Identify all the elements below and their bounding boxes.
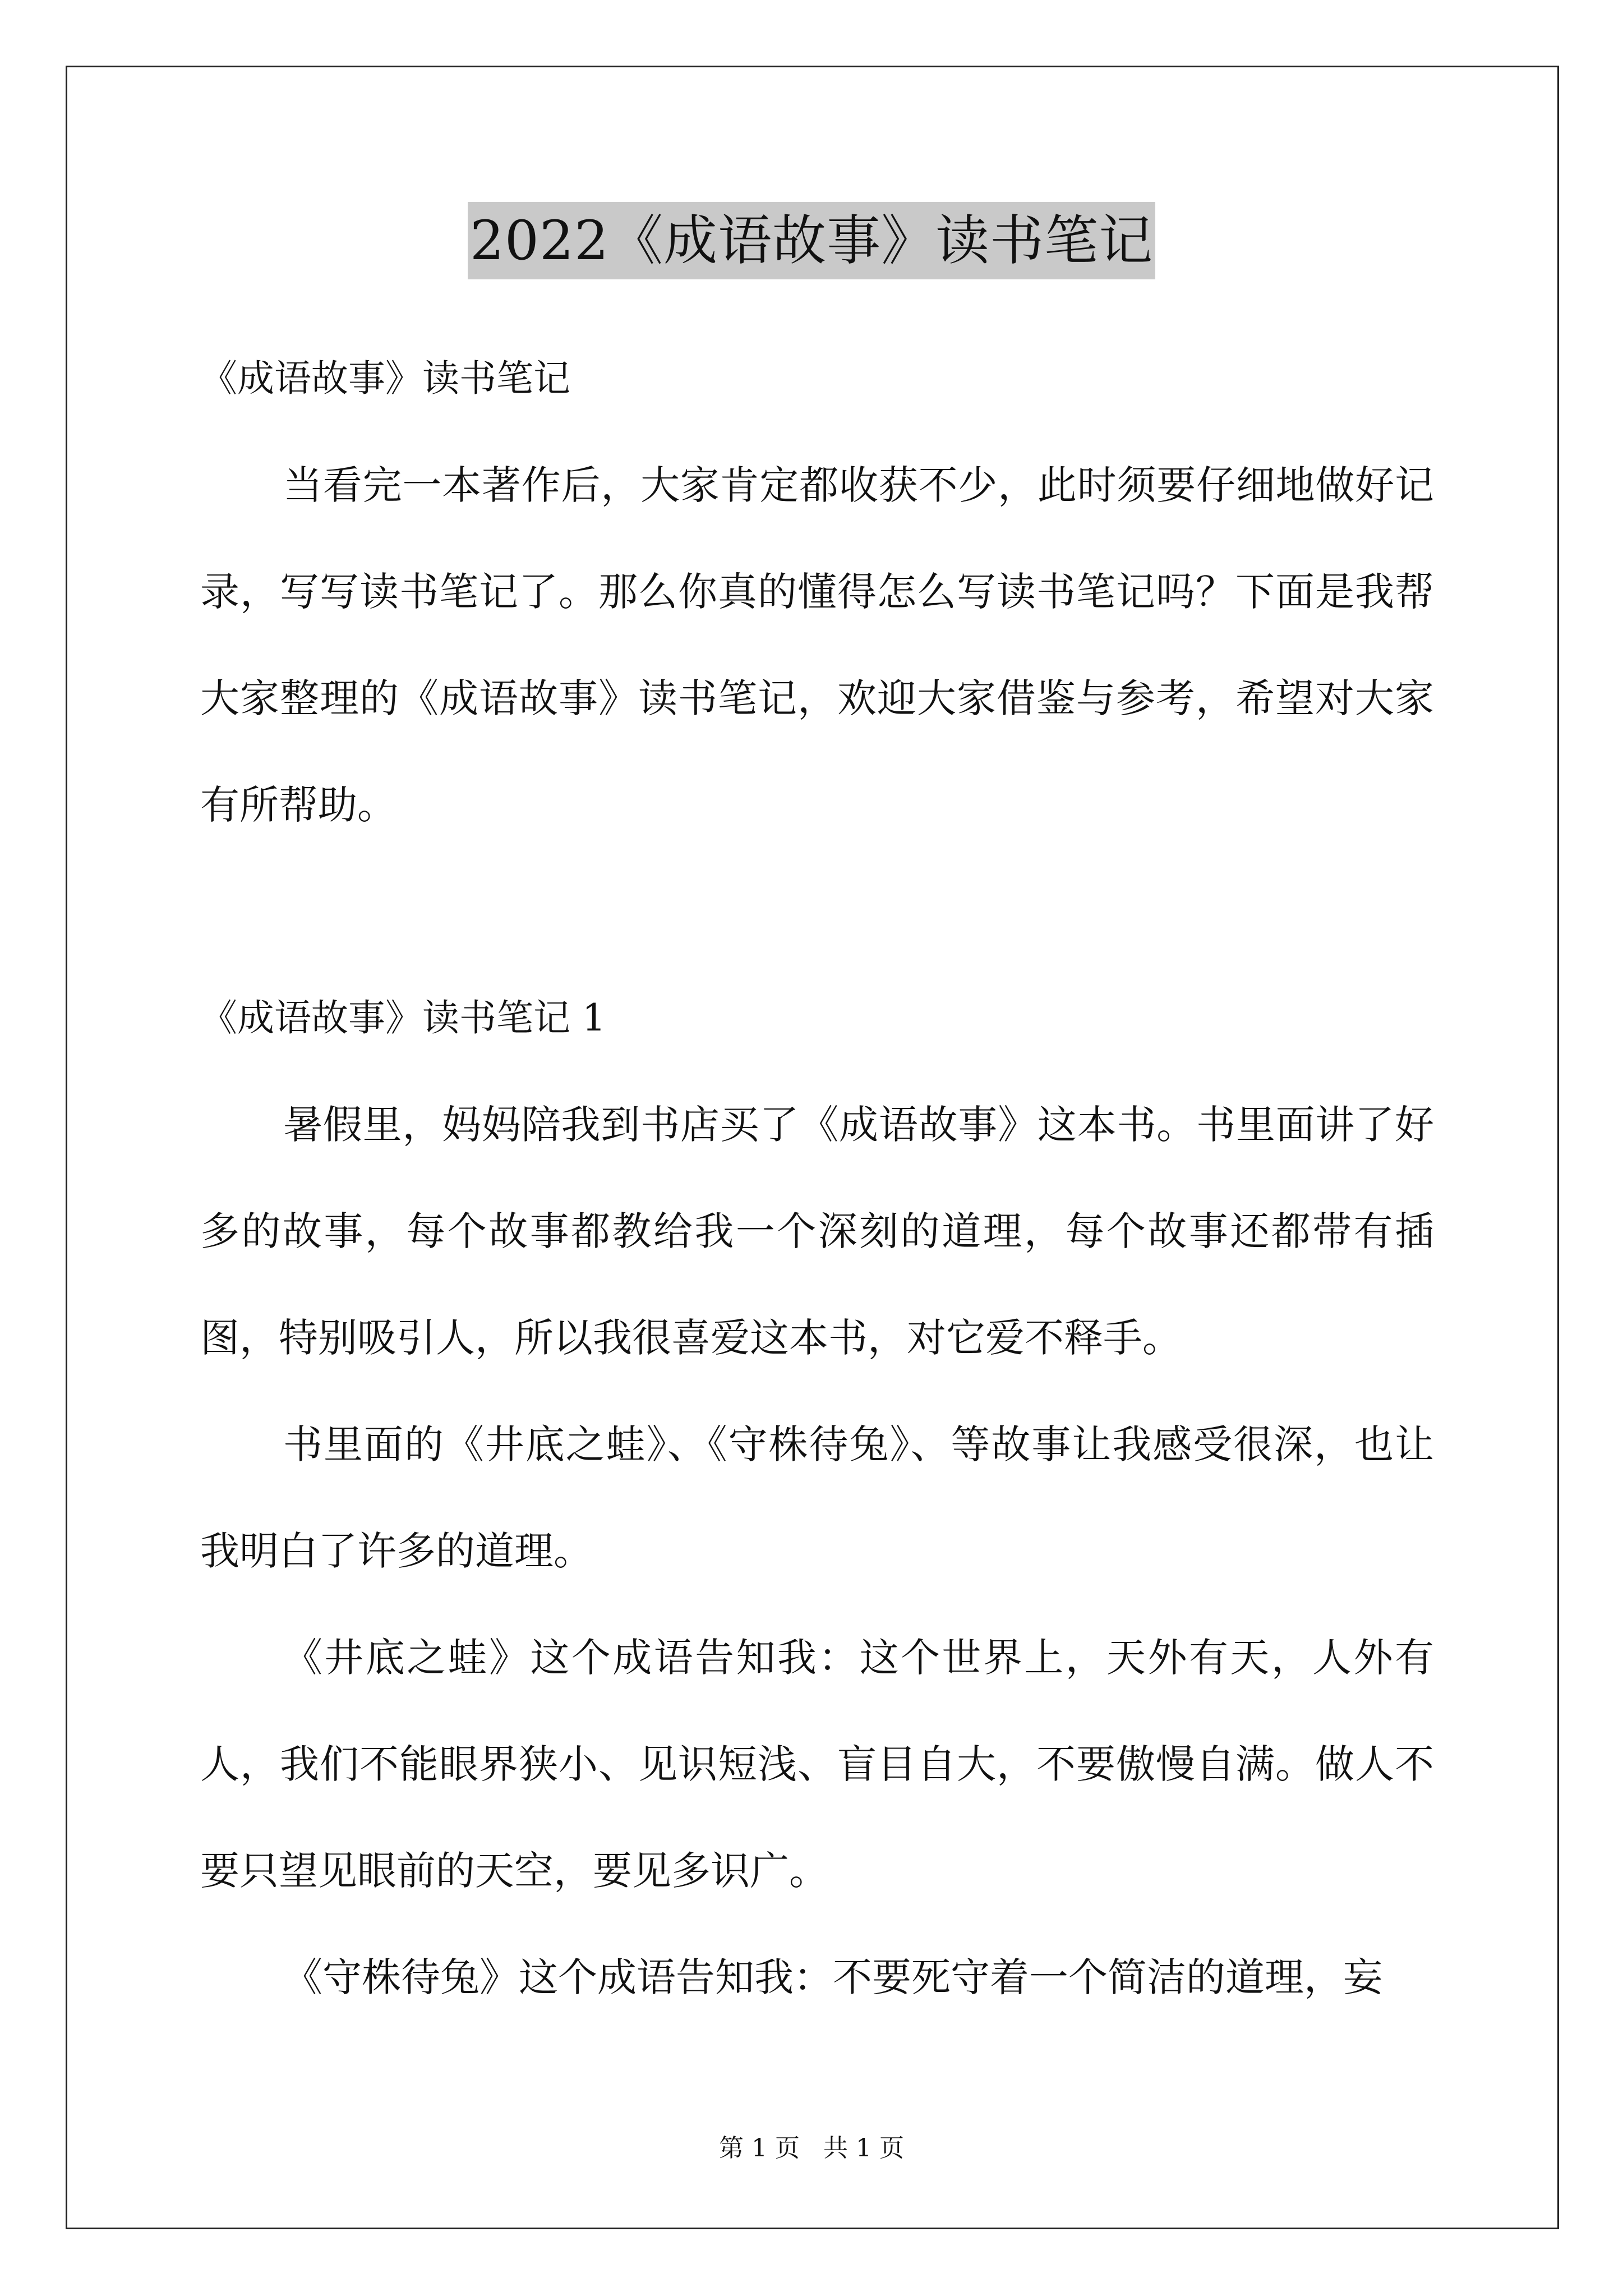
page-footer	[0, 2132, 1623, 2165]
title-container	[0, 202, 1623, 279]
intro-heading: 《成语故事》读书笔记	[200, 357, 570, 400]
section-1-paragraph: 《守株待兔》这个成语告知我：不要死守着一个简洁的道理，妄	[283, 1954, 1382, 2000]
page-number: 第 1 页	[719, 2134, 800, 2162]
section-1-paragraph: 暑假里，妈妈陪我到书店买了《成语故事》这本书。书里面讲了好多的故事，每个故事都教给我一个深刻的道理，每个故事还都带有插图，特别吸引人，所以我很喜爱这本书，对它爱不释手。	[200, 1102, 1434, 1361]
document-title: 2022《成语故事》读书笔记	[468, 202, 1155, 279]
intro-paragraph: 当看完一本著作后，大家肯定都收获不少，此时须要仔细地做好记录，写写读书笔记了。那么你真的懂得怎么写读书笔记吗？下面是我帮大家整理的《成语故事》读书笔记，欢迎大家借鉴与参考，希望对大家有所帮助。	[200, 462, 1434, 828]
section-1-paragraph: 《井底之蛙》这个成语告知我：这个世界上，天外有天，人外有人，我们不能眼界狭小、见识短浅、盲目自大，不要傲慢自满。做人不要只望见眼前的天空，要见多识广。	[200, 1635, 1434, 1894]
section-spacer	[200, 858, 1434, 965]
document-body	[200, 325, 1434, 2031]
section-1-heading: 《成语故事》读书笔记 1	[200, 996, 606, 1039]
section-1-paragraph: 书里面的《井底之蛙》、《守株待兔》、等故事让我感受很深，也让我明白了许多的道理。	[200, 1421, 1434, 1574]
page-total: 共 1 页	[823, 2134, 904, 2162]
